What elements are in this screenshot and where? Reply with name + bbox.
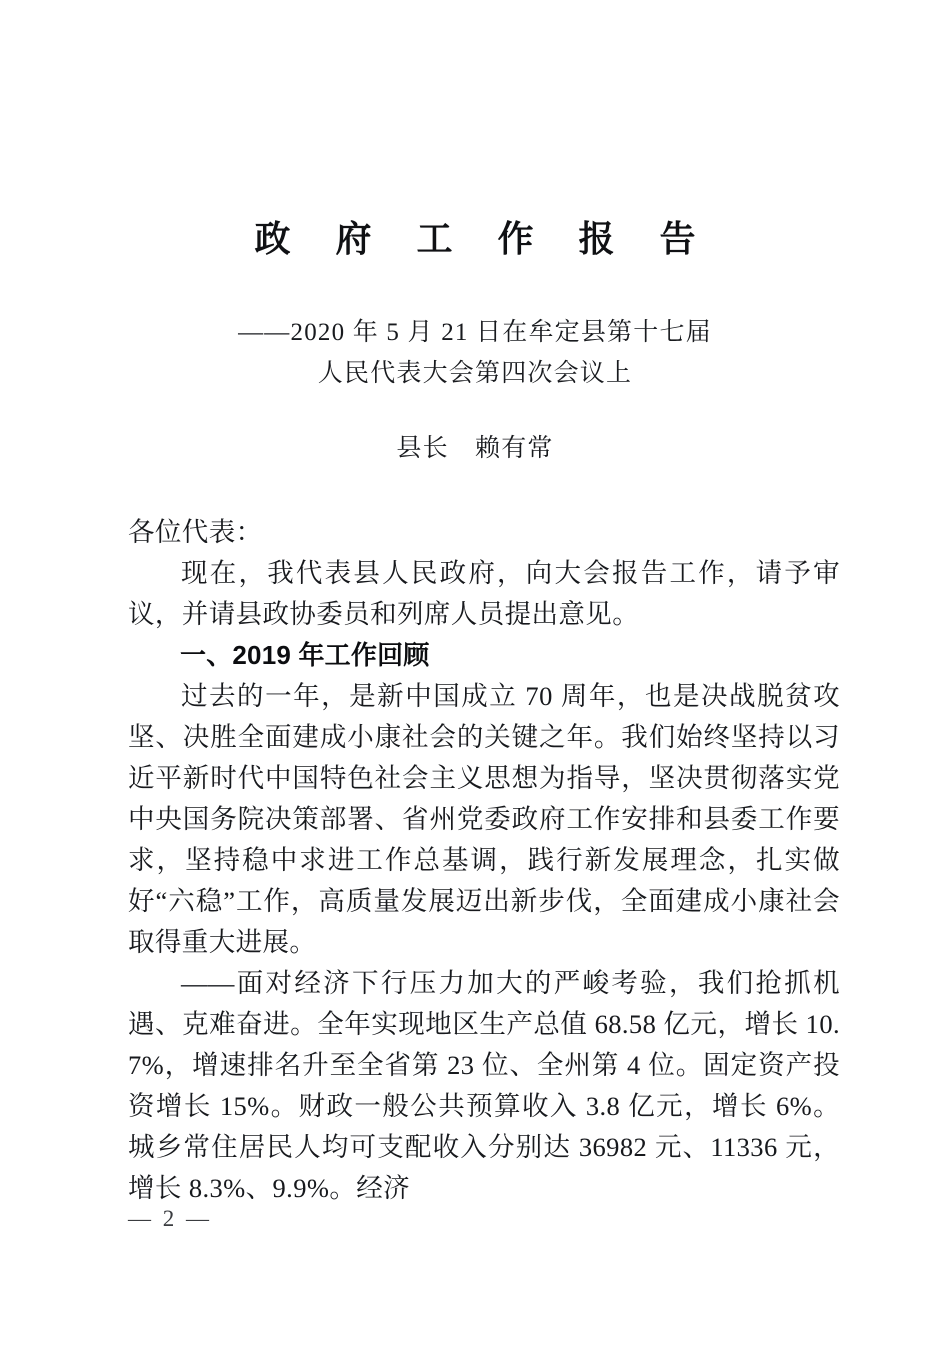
document-subtitle	[0, 312, 950, 394]
body-paragraph-3: ——面对经济下行压力加大的严峻考验，我们抢抓机遇、克难奋进。全年实现地区生产总值 68.58 亿元，增长 10.7%，增速排名升至全省第 23 位、全州第 4 位。固定资产投资增长 15%。财政一般公共预算收入 3.8 亿元，增长 6%。城乡常住居民人均可支配收入分别达 36982 元、11336 元，增长 8.3%、9.9%。经济	[128, 968, 840, 1203]
section-heading-1: 一、2019 年工作回顾	[180, 640, 430, 670]
body-paragraph-1: 现在，我代表县人民政府，向大会报告工作，请予审议，并请县政协委员和列席人员提出意见。	[128, 558, 840, 629]
subtitle-line-2: 人民代表大会第四次会议上	[317, 360, 633, 387]
body-paragraph-2: 过去的一年，是新中国成立 70 周年，也是决战脱贫攻坚、决胜全面建成小康社会的关键之年。我们始终坚持以习近平新时代中国特色社会主义思想为指导，坚决贯彻落实党中央国务院决策部署、省州党委政府工作安排和县委工作要求，坚持稳中求进工作总基调，践行新发展理念，扎实做好“六稳”工作，高质量发展迈出新步伐，全面建成小康社会取得重大进展。	[128, 681, 840, 957]
salutation-paragraph: 各位代表：	[128, 517, 263, 547]
page-number-footer: — 2 —	[128, 1206, 212, 1231]
document-body	[128, 512, 840, 1209]
document-title: 政 府 工 作 报 告	[254, 219, 714, 259]
subtitle-line-1: ——2020 年 5 月 21 日在牟定县第十七届	[238, 319, 712, 346]
author-byline: 县长 赖有常	[396, 435, 554, 462]
